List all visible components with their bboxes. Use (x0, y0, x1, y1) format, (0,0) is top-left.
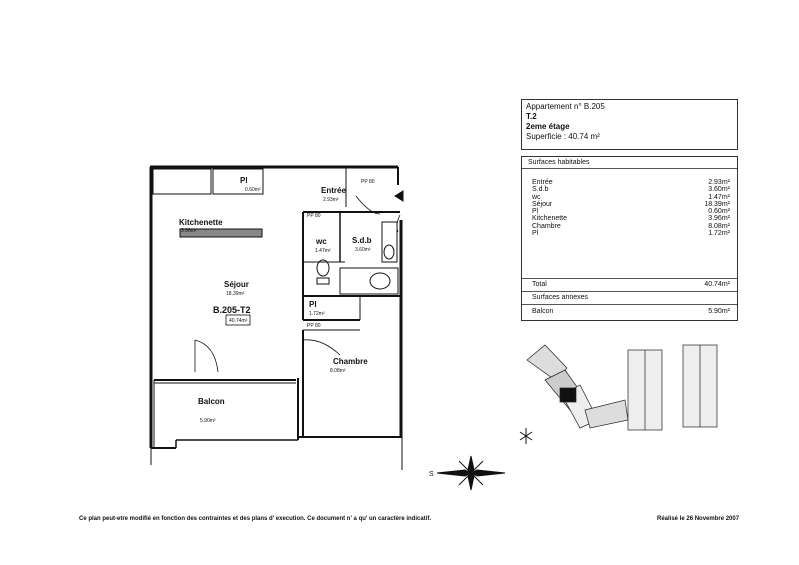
room-area: 3.96m² (708, 215, 730, 223)
room-row (532, 215, 732, 222)
pp-label-3: PP 80 (361, 179, 375, 185)
annex-divider (522, 291, 737, 292)
pp-label-2: PP 80 (307, 323, 321, 329)
unit-ref: B.205-T2 (213, 305, 251, 315)
chambre-label: Chambre (333, 357, 368, 366)
chambre-area: 8.08m² (330, 368, 346, 374)
kitchenette-label: Kitchenette (179, 218, 223, 227)
room-row (532, 201, 732, 208)
pl-top-area: 0.60m² (245, 187, 261, 193)
annex-row (532, 308, 732, 315)
entree-label: Entrée (321, 186, 346, 195)
balcon-label: Balcon (198, 397, 225, 406)
compass-rose-icon (437, 456, 505, 490)
room-name: Séjour (532, 200, 553, 208)
balcon-area: 5.90m² (200, 418, 216, 424)
room-name: Pl (532, 208, 539, 216)
room-row (532, 179, 732, 186)
room-name: Pl (532, 230, 539, 238)
total-label: Total (532, 281, 547, 288)
apartment-area: Superficie : 40.74 m² (526, 132, 600, 141)
rooms-list (532, 179, 732, 237)
room-area: 1.47m² (708, 193, 730, 201)
kitchenette-area: 3.96m² (181, 228, 197, 234)
room-row (532, 194, 732, 201)
pp-label-1: PP 80 (307, 213, 321, 219)
surfaces-header: Surfaces habitables (522, 157, 737, 169)
room-name: Kitchenette (532, 215, 568, 223)
room-area: 18.39m² (704, 200, 730, 208)
room-name: S.d.b (532, 186, 549, 194)
sdb-label: S.d.b (352, 236, 372, 245)
pl-mid-area: 1.72m² (309, 311, 325, 317)
room-area: 8.08m² (708, 222, 730, 230)
room-row (532, 186, 732, 193)
room-row (532, 208, 732, 215)
entree-area: 2.93m² (323, 197, 339, 203)
total-divider (522, 278, 737, 279)
room-name: Entrée (532, 179, 553, 186)
room-area: 3.60m² (708, 186, 730, 194)
room-name: wc (532, 193, 541, 201)
annex-header: Surfaces annexes (532, 294, 589, 301)
room-row (532, 230, 732, 237)
room-area: 0.60m² (708, 208, 730, 216)
date-text: Réalisé le 26 Novembre 2007 (657, 516, 740, 522)
wc-area: 1.47m² (315, 248, 331, 254)
annex-name: Balcon (532, 308, 554, 315)
room-name: Chambre (532, 222, 561, 230)
total-row (532, 281, 732, 288)
walls (150, 167, 403, 470)
sejour-label: Séjour (224, 280, 249, 289)
room-area: 2.93m² (708, 179, 730, 186)
unit-area: 40.74m² (229, 318, 248, 324)
building-key-plan (527, 345, 717, 430)
disclaimer-text: Ce plan peut-etre modifié en fonction des contraintes et des plans d' execution. Ce document n' a qu' un caractère indicatif. (79, 516, 432, 522)
apartment-number: Appartement n° B.205 (526, 102, 605, 111)
annex-value: 5.90m² (708, 308, 730, 315)
title-block (521, 99, 738, 150)
total-value: 40.74m² (704, 281, 730, 288)
pl-top-label: Pl (240, 176, 248, 185)
surfaces-table (521, 156, 738, 321)
room-area: 1.72m² (708, 230, 730, 238)
sdb-area: 3.60m² (355, 247, 371, 253)
wc-label: wc (316, 237, 327, 246)
key-plan-north-icon (520, 428, 532, 444)
sejour-area: 18.39m² (226, 291, 245, 297)
annex-row-divider (522, 304, 737, 305)
pl-mid-label: Pl (309, 300, 317, 309)
apartment-floor: 2eme étage (526, 122, 570, 131)
compass-s-label: S (429, 471, 434, 478)
room-row (532, 223, 732, 230)
apartment-type: T.2 (526, 112, 537, 121)
